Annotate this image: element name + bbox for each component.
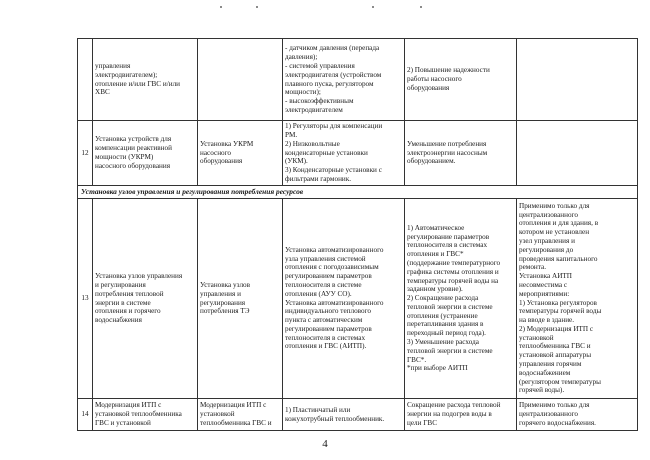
row-number-cell: 12 — [78, 121, 93, 186]
table-row-continuation — [78, 39, 638, 121]
scan-speck — [220, 6, 222, 8]
table-row-13 — [78, 199, 638, 399]
activity-cell: Установка устройств для компенсации реактивной мощности (УКРМ) насосного оборудования — [93, 121, 198, 186]
effect-cell: 1) Автоматическое регулирование параметров теплоносителя в системах отопления и ГВС* (поддержание температурного графика системы отопления и температуры горячей воды на заданном уровне). 2) Сокращение расхода тепловой энергии в системе отопления (устранение перетапливания здания в переходный период года). 3) Уменьшение расхода тепловой энергии в системе ГВС*. *при выборе АИТП — [405, 199, 517, 399]
description-cell: Установка автоматизированного узла управления системой отопления с погодозависимым регулированием параметров теплоносителя в системе отопления (АУУ СО). Установка автоматизированного индивидуального теплового пункта с автоматическим регулированием параметров теплоносителя в системах отопления и ГВС (АИТП). — [283, 199, 405, 399]
activity-cell: Модернизация ИТП с установкой теплообменника ГВС и установкой — [93, 399, 198, 431]
object-cell: Модернизация ИТП с установкой теплообменника ГВС и — [198, 399, 283, 431]
notes-cell — [517, 39, 638, 121]
activity-cell: управления электродвигателем); отопление и/или ГВС и/или ХВС — [93, 39, 198, 121]
scan-speck — [256, 6, 258, 8]
row-number-cell: 13 — [78, 199, 93, 399]
row-number-cell — [78, 39, 93, 121]
section-header-row — [78, 186, 638, 199]
scan-specks — [0, 6, 650, 12]
notes-cell: Применимо только для централизованного отопления и для здания, в котором не установлен узел управления и регулирования до проведения капитального ремонта. Установка АИТП несовместима с мероприятиями: 1) Установка регуляторов температуры горячей воды на вводе в здание. 2) Модернизация ИТП с установкой теплообменника ГВС и установкой аппаратуры управления горячим водоснабжением (регулятором температуры горячей воды). — [517, 199, 638, 399]
section-title: Установка узлов управления и регулирования потребления ресурсов — [78, 186, 638, 199]
notes-cell — [517, 121, 638, 186]
effect-cell: 2) Повышение надежности работы насосного оборудования — [405, 39, 517, 121]
description-cell: 1) Пластинчатый или кожухотрубный теплообменник. — [283, 399, 405, 431]
row-number-cell: 14 — [78, 399, 93, 431]
table-row-14 — [78, 399, 638, 431]
activity-cell: Установка узлов управления и регулирования потребления тепловой энергии в системе отопления и горячего водоснабжения — [93, 199, 198, 399]
effect-cell: Сокращение расхода тепловой энергии на подогрев воды в цели ГВС — [405, 399, 517, 431]
object-cell: Установка УКРМ насосного оборудования — [198, 121, 283, 186]
notes-cell: Применимо только для централизованного горячего водоснабжения. — [517, 399, 638, 431]
table-row-12 — [78, 121, 638, 186]
scan-speck — [372, 6, 374, 8]
scan-speck — [420, 6, 422, 8]
object-cell — [198, 39, 283, 121]
description-cell: - датчиком давления (перепада давления); - системой управления электродвигателя (устройством плавного пуска, регулятором мощности); - высокоэффективным электродвигателем — [283, 39, 405, 121]
description-cell: 1) Регуляторы для компенсации РМ. 2) Низковольтные конденсаторные установки (УКМ). 3) Конденсаторные установки с фильтрами гармоник. — [283, 121, 405, 186]
page-number: 4 — [322, 438, 328, 450]
measures-table — [77, 38, 638, 431]
effect-cell: Уменьшение потребления электроэнергии насосным оборудованием. — [405, 121, 517, 186]
object-cell: Установка узлов управления и регулирования потребления ТЭ — [198, 199, 283, 399]
